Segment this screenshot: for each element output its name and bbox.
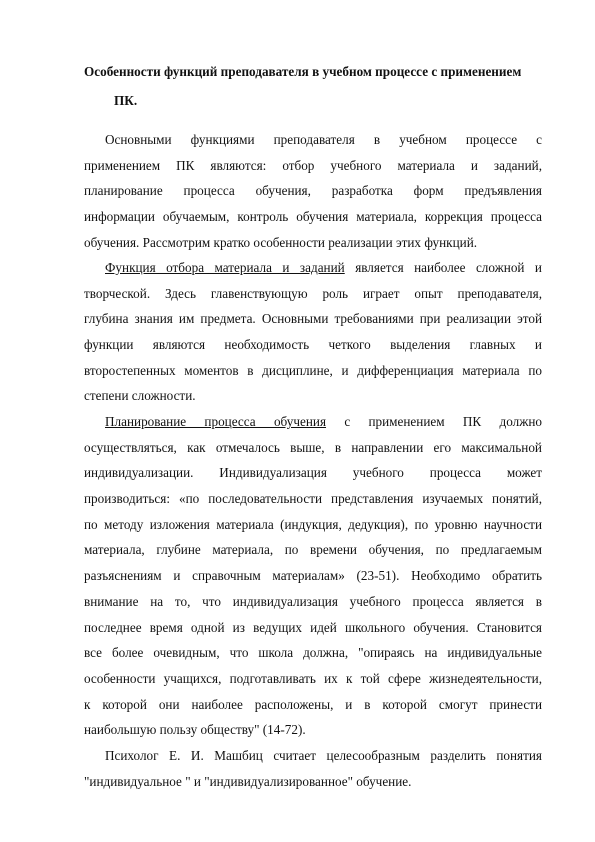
text-line	[84, 460, 542, 486]
paragraph-4	[84, 743, 542, 794]
text-line	[84, 153, 542, 179]
line-text: творческой. Здесь главенствующую роль играет опыт преподавателя,	[84, 285, 542, 301]
line-text: производиться: «по последовательности представления изучаемых понятий,	[84, 491, 542, 507]
line-text: Психолог Е. И. Машбиц считает целесообразным разделить понятия	[105, 748, 542, 763]
line-text: глубина знания им предмета. Основными требованиями при реализации этой	[84, 311, 542, 327]
line-text: с применением ПК должно	[326, 414, 543, 429]
text-line	[84, 640, 542, 666]
text-line	[84, 512, 542, 538]
text-line	[84, 230, 542, 256]
text-line	[84, 255, 542, 281]
text-line	[84, 383, 542, 409]
text-line	[84, 692, 542, 718]
line-text: по методу изложения материала (индукция, дедукция), по уровню научности	[84, 516, 542, 532]
line-text: применением ПК являются: отбор учебного материала и заданий,	[84, 157, 542, 173]
text-line	[84, 204, 542, 230]
line-text: степени сложности.	[84, 388, 196, 404]
line-text: материала, глубине материала, по времени обучения, по предлагаемым	[84, 542, 542, 558]
line-text: к которой они наиболее расположены, и в которой смогут принести	[84, 696, 542, 712]
text-line	[84, 486, 542, 512]
underlined-term: Функция отбора материала и заданий	[105, 260, 345, 275]
text-line	[84, 332, 542, 358]
document-title-continuation: ПК.	[114, 93, 138, 108]
line-text: осуществляться, как отмечалось выше, в направлении его максимальной	[84, 439, 542, 455]
line-text: второстепенных моментов в дисциплине, и дифференциация материала по	[84, 362, 542, 378]
paragraph-2	[84, 255, 542, 409]
line-text: является наиболее сложной и	[344, 260, 542, 275]
document-title: Особенности функций преподавателя в учебном процессе с применением	[84, 64, 522, 79]
text-line	[84, 563, 542, 589]
line-text: последнее время одной из ведущих идей школьного обучения. Становится	[84, 619, 542, 635]
underlined-term: Планирование процесса обучения	[105, 414, 327, 429]
paragraph-3	[84, 409, 542, 743]
text-line	[84, 743, 542, 769]
line-text: информации обучаемым, контроль обучения материала, коррекция процесса	[84, 209, 542, 225]
text-line	[84, 127, 542, 153]
line-text: все более очевидным, что школа должна, "опираясь на индивидуальные	[84, 645, 542, 661]
text-line	[84, 615, 542, 641]
text-line	[84, 281, 542, 307]
text-line	[84, 358, 542, 384]
text-line	[84, 666, 542, 692]
text-line	[84, 537, 542, 563]
text-line	[84, 435, 542, 461]
text-line	[84, 589, 542, 615]
line-text: внимание на то, что индивидуализация учебного процесса является в	[84, 593, 542, 609]
line-text: Основными функциями преподавателя в учебном процессе с	[105, 132, 542, 147]
text-line	[84, 306, 542, 332]
line-text: "индивидуальное " и "индивидуализированное" обучение.	[84, 773, 412, 789]
line-text: наибольшую пользу обществу" (14-72).	[84, 722, 306, 738]
line-text: особенности учащихся, подготавливать их к той сфере жизнедеятельности,	[84, 670, 542, 686]
text-line	[84, 409, 542, 435]
line-text: разъяснениям и справочным материалам» (23-51). Необходимо обратить	[84, 568, 542, 584]
text-line	[84, 769, 542, 795]
line-text: обучения. Рассмотрим кратко особенности реализации этих функций.	[84, 234, 478, 250]
paragraph-1	[84, 127, 542, 255]
line-text: функции являются необходимость четкого выделения главных и	[84, 337, 542, 353]
line-text: планирование процесса обучения, разработка форм предъявления	[84, 183, 542, 199]
line-text: индивидуализации. Индивидуализация учебного процесса может	[84, 465, 542, 481]
text-line	[84, 717, 542, 743]
text-line	[84, 178, 542, 204]
